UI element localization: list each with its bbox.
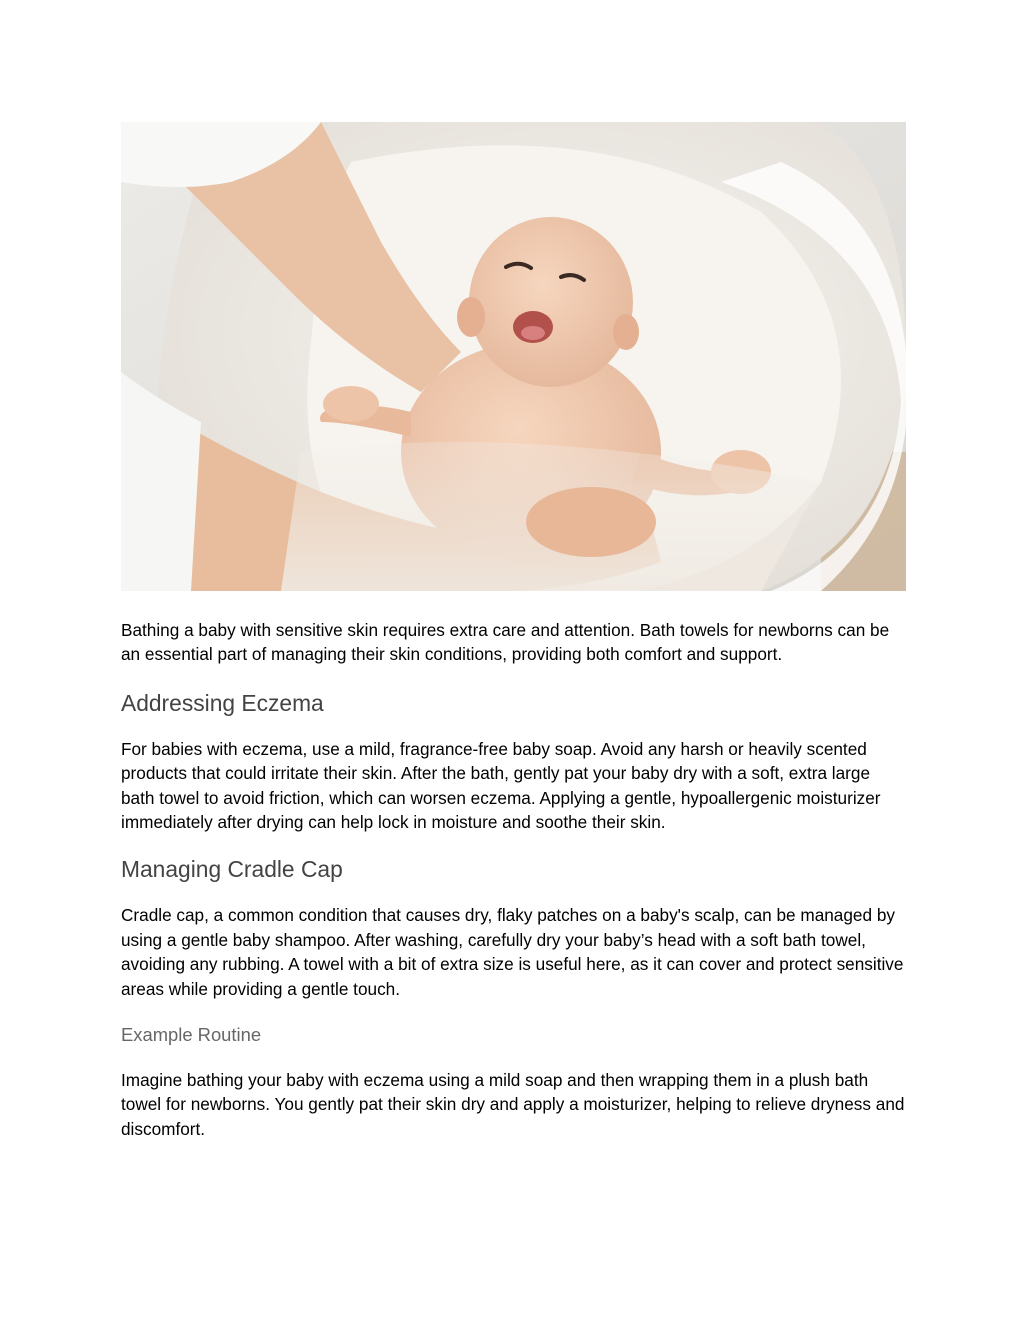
cradle-cap-paragraph: Cradle cap, a common condition that causes dry, flaky patches on a baby's scalp, can be managed by using a gentle baby shampoo. After washing, carefully dry your baby’s head with a soft bath towel, avoiding any rubbing. A towel with a bit of extra size is useful here, as it can cover and protect sensitive areas while providing a gentle touch. — [121, 905, 904, 999]
baby-bath-photo-icon — [121, 122, 906, 591]
heading-addressing-eczema: Addressing Eczema — [121, 689, 324, 716]
eczema-paragraph: For babies with eczema, use a mild, fragrance-free baby soap. Avoid any harsh or heavily scented products that could irritate their skin. After the bath, gently pat your baby dry with a soft, extra large bath towel to avoid friction, which can worsen eczema. Applying a gentle, hypoallergenic moisturizer immediately after drying can help lock in moisture and soothe their skin. — [121, 738, 881, 833]
intro-paragraph: Bathing a baby with sensitive skin requires extra care and attention. Bath towels for newborns can be an essential part of managing their skin conditions, providing both comfort and support. — [121, 620, 890, 665]
example-routine-paragraph: Imagine bathing your baby with eczema using a mild soap and then wrapping them in a plush bath towel for newborns. You gently pat their skin dry and apply a moisturizer, helping to relieve dryness and discomfort. — [121, 1070, 905, 1139]
subheading-example-routine: Example Routine — [121, 1024, 262, 1046]
document-page — [121, 122, 906, 1141]
heading-managing-cradle-cap: Managing Cradle Cap — [121, 856, 343, 883]
hero-image — [121, 122, 906, 591]
